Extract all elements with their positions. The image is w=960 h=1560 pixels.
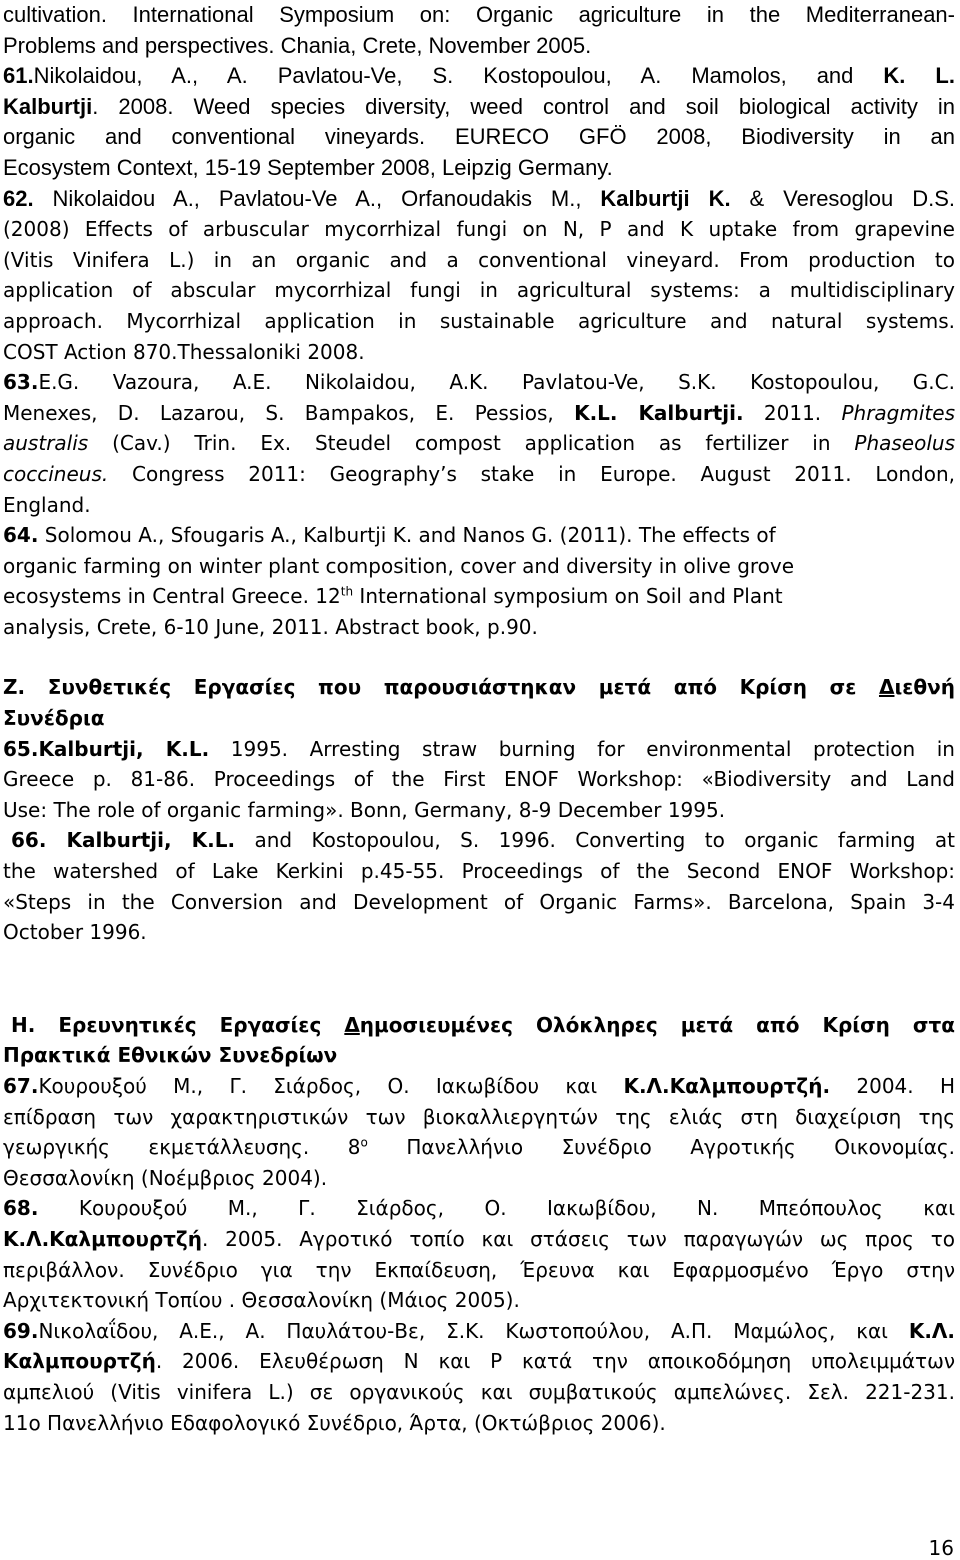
ref-66-title: and Kostopoulou, S. 1996. Converting to organic farming at [235, 828, 955, 853]
ref-62-author-highlight: Kalburtji K. [600, 185, 731, 211]
ref-62-number: 62. [3, 185, 34, 211]
ref-66-number: 66. [11, 828, 47, 853]
ref-60-line-2: Problems and perspectives. Chania, Crete, November 2005. [3, 32, 592, 58]
ref-67-authors: Κουρουξού Μ., Γ. Σιάρδος, Ο. Ιακωβίδου και [38, 1074, 624, 1098]
ref-63-number: 63. [3, 370, 39, 395]
ref-64-number: 64. [3, 523, 39, 548]
ref-64-ordinal: th [340, 584, 354, 599]
ref-68-author-highlight: Κ.Λ.Καλμπουρτζή [3, 1226, 202, 1251]
ref-66-line-4: October 1996. [3, 920, 147, 945]
ref-68-line-4: Αρχιτεκτονική Τοπίου . Θεσσαλονίκη (Μάιος 2005). [3, 1288, 520, 1313]
section-z-heading-text: Ζ. Συνθετικές Εργασίες που παρουσιάστηκαν μετά από Κρίση σε [3, 675, 879, 700]
ref-64-line-3 [3, 581, 955, 612]
ref-67-ordinal: ο [360, 1135, 368, 1150]
ref-65-author-highlight: Kalburtji, K.L. [38, 736, 210, 761]
ref-66-line-1 [3, 825, 955, 856]
ref-62-line-3: (Vitis Vinifera L.) in an organic and a conventional vineyard. From production to [3, 247, 955, 272]
ref-63-author-highlight: K.L. Kalburtji. [574, 400, 744, 425]
ref-66-line-3: «Steps in the Conversion and Development of Organic Farms». Barcelona, Spain 3-4 [3, 889, 955, 914]
ref-67-venue: γεωργικής εκμετάλλευσης. 8 [3, 1135, 361, 1160]
ref-68-line-3: περιβάλλον. Συνέδριο για την Εκπαίδευση, Έρευνα και Εφαρμοσμένο Έργο στην [3, 1257, 955, 1282]
ref-66-line-2: the watershed of Lake Kerkini p.45-55. Proceedings of the Second ENOF Workshop: [3, 859, 955, 884]
ref-69-author-initials: Κ.Λ. [908, 1318, 955, 1343]
ref-63-line-4 [3, 459, 955, 490]
ref-62-line-6: COST Action 870.Thessaloniki 2008. [3, 339, 365, 364]
section-spacer [3, 642, 955, 672]
ref-62-authors-end: & Veresoglou D.S. [730, 185, 955, 211]
ref-63-authors: E.G. Vazoura, A.E. Nikolaidou, A.K. Pavlatou-Ve, S.K. Kostopoulou, G.C. [38, 370, 955, 395]
ref-69-title: . 2006. Ελευθέρωση Ν και Ρ κατά την αποικοδόμηση υπολειμμάτων [155, 1349, 955, 1374]
ref-62-line-1 [3, 184, 955, 215]
ref-61-author-highlight: K. L. [883, 63, 955, 89]
ref-69-line-1 [3, 1316, 955, 1347]
ref-63-title: (Cav.) Trin. Ex. Steudel compost application as fertilizer in [88, 431, 855, 456]
section-h-heading-line-2: Πρακτικά Εθνικών Συνεδρίων [3, 1043, 338, 1068]
ref-63-species-genus-2: Phaseolus [854, 431, 955, 456]
ref-68-line-1 [3, 1193, 955, 1224]
ref-64-line-2: organic farming on winter plant composition, cover and diversity in olive grove [3, 553, 795, 578]
section-z-heading [3, 672, 955, 703]
ref-63-line-2 [3, 398, 955, 429]
page-number: 16 [928, 1536, 954, 1560]
ref-69-number: 69. [3, 1318, 39, 1343]
ref-63-species-genus: Phragmites [841, 400, 955, 425]
ref-66-author-highlight: Kalburtji, K.L. [46, 828, 236, 853]
ref-63-species-epithet-2: coccineus. [3, 461, 109, 486]
ref-63-line-5: England. [3, 492, 91, 517]
ref-69-line-2 [3, 1346, 955, 1377]
ref-69-line-3: αμπελιού (Vitis vinifera L.) σε οργανικούς και συμβατικούς αμπελώνες. Σελ. 221-231. [3, 1379, 955, 1404]
ref-62-authors: Nikolaidou A., Pavlatou-Ve A., Orfanoudakis M., [33, 185, 601, 211]
ref-61-title: . 2008. Weed species diversity, weed control and soil biological activity in [92, 93, 955, 119]
ref-65-number: 65. [3, 736, 39, 761]
ref-63-species-epithet: australis [3, 431, 89, 456]
ref-68-line-2 [3, 1224, 955, 1255]
ref-64-venue-cont: International symposium on Soil and Plant [353, 584, 783, 609]
section-h-heading-end: ημοσιευμένες Ολόκληρες μετά από Κρίση στα [359, 1012, 955, 1037]
ref-61-line-2 [3, 92, 955, 123]
section-h-heading [3, 1010, 955, 1041]
ref-67-venue-cont: Πανελλήνιο Συνέδριο Αγροτικής Οικονομίας. [367, 1135, 955, 1160]
section-z-heading-line-2: Συνέδρια [3, 706, 105, 731]
section-spacer [3, 948, 955, 1010]
ref-61-number: 61. [3, 63, 34, 89]
section-z-underlined-letter: Δ [878, 675, 895, 700]
ref-65-line-1 [3, 734, 955, 765]
ref-69-line-4: 11ο Πανελλήνιο Εδαφολογικό Συνέδριο, Άρτα, (Οκτώβριος 2006). [3, 1410, 666, 1435]
section-h-underlined-letter: Δ [344, 1012, 360, 1037]
section-z-heading-end: ιεθνή [894, 675, 955, 700]
ref-64-line-1 [3, 520, 955, 551]
ref-61-author-name: Kalburtji [3, 93, 93, 119]
ref-62-line-5: approach. Mycorrhizal application in sustainable agriculture and natural systems. [3, 308, 955, 333]
ref-69-authors: Νικολαΐδου, Α.Ε., Α. Παυλάτου-Βε, Σ.Κ. Κωστοπούλου, Α.Π. Μαμώλος, και [38, 1318, 909, 1343]
ref-64-authors: Solomou A., Sfougaris A., Kalburtji K. and Nanos G. (2011). The effects of [38, 523, 776, 548]
ref-63-authors-cont: Menexes, D. Lazarou, S. Bampakos, E. Pessios, [3, 400, 575, 425]
ref-67-number: 67. [3, 1074, 39, 1098]
ref-62-line-4: application of abscular mycorrhizal fungi in agricultural systems: a multidisciplinary [3, 278, 955, 303]
ref-61-authors: Nikolaidou, A., A. Pavlatou-Ve, S. Kostopoulou, A. Mamolos, and [33, 63, 884, 89]
ref-62-line-2: (2008) Effects of arbuscular mycorrhizal fungi on N, P and K uptake from grapevine [3, 217, 955, 242]
ref-63-venue: Congress 2011: Geography’s stake in Europe. August 2011. London, [108, 461, 955, 486]
ref-67-year: 2004. Η [830, 1074, 955, 1098]
ref-67-line-3 [3, 1132, 955, 1163]
ref-61-line-3: organic and conventional vineyards. EURECO GFÖ 2008, Biodiversity in an [3, 124, 955, 150]
ref-68-number: 68. [3, 1196, 39, 1221]
ref-61-line-1 [3, 61, 955, 92]
ref-67-line-2: επίδραση των χαρακτηριστικών των βιοκαλλιεργητών της ελιάς στη διαχείριση της [3, 1104, 955, 1129]
ref-60-line-1: cultivation. International Symposium on: Organic agriculture in the Mediterranean- [3, 2, 955, 27]
ref-67-author-highlight: Κ.Λ.Καλμπουρτζή. [623, 1074, 831, 1098]
ref-68-title: . 2005. Αγροτικό τοπίο και στάσεις των παραγωγών ως προς το [201, 1226, 955, 1251]
document-page [3, 0, 955, 1438]
section-h-heading-text: Η. Ερευνητικές Εργασίες [11, 1012, 345, 1037]
ref-64-venue: ecosystems in Central Greece. 12 [3, 584, 341, 609]
ref-69-author-highlight: Καλμπουρτζή [3, 1349, 156, 1374]
ref-63-year: 2011. [743, 400, 842, 425]
ref-67-line-4: Θεσσαλονίκη (Νοέμβριος 2004). [3, 1165, 328, 1190]
ref-67-line-1 [3, 1071, 955, 1102]
ref-61-line-4: Ecosystem Context, 15-19 September 2008, Leipzig Germany. [3, 154, 613, 180]
ref-65-title: 1995. Arresting straw burning for environmental protection in [209, 736, 955, 761]
ref-63-line-3 [3, 428, 955, 459]
ref-68-authors: Κουρουξού Μ., Γ. Σιάρδος, Ο. Ιακωβίδου, Ν. Μπεόπουλος και [38, 1196, 955, 1221]
ref-63-line-1 [3, 367, 955, 398]
ref-64-line-4: analysis, Crete, 6-10 June, 2011. Abstract book, p.90. [3, 614, 538, 639]
ref-65-line-3: Use: The role of organic farming». Bonn, Germany, 8-9 December 1995. [3, 797, 726, 822]
ref-65-line-2: Greece p. 81-86. Proceedings of the First ENOF Workshop: «Biodiversity and Land [3, 767, 955, 792]
